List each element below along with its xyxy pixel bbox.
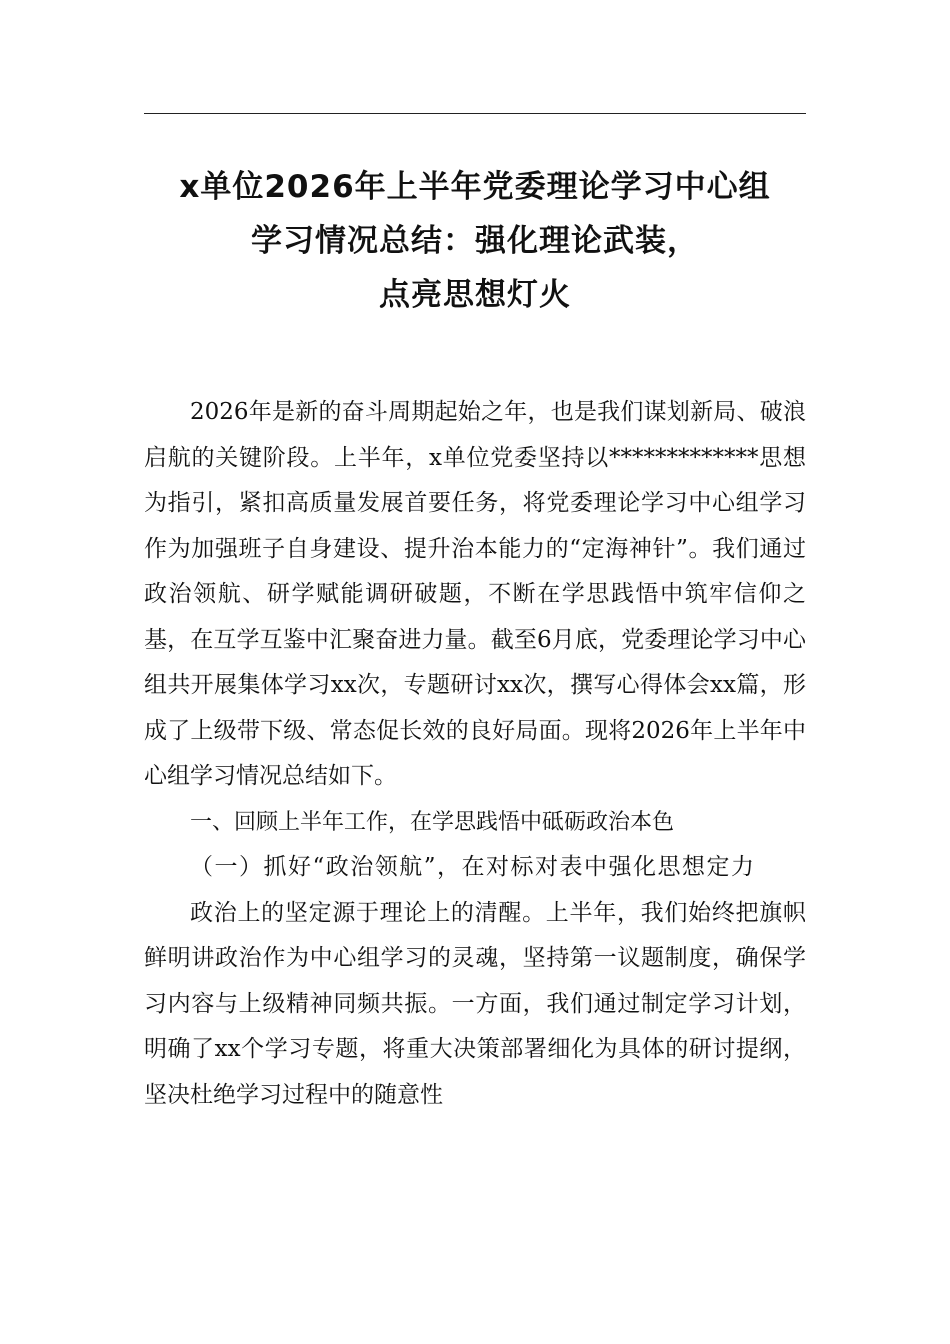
intro-paragraph: 2026年是新的奋斗周期起始之年，也是我们谋划新局、破浪启航的关键阶段。上半年，x单位党委坚持以*************思想为指引，紧扣高质量发展首要任务，将党委理论学习中心组学习作为加强班子自身建设、提升治本能力的“定海神针”。我们通过政治领航、研学赋能调研破题，不断在学思践悟中筑牢信仰之基，在互学互鉴中汇聚奋进力量。截至6月底，党委理论学习中心组共开展集体学习xx次，专题研讨xx次，撰写心得体会xx篇，形成了上级带下级、常态促长效的良好局面。现将2026年上半年中心组学习情况总结如下。	[144, 399, 806, 789]
header-rule	[144, 113, 806, 114]
document-title	[120, 160, 830, 322]
document-body	[144, 390, 806, 1118]
title-line-1: x单位2026年上半年党委理论学习中心组	[179, 169, 771, 205]
title-line-3: 点亮思想灯火	[379, 277, 571, 313]
subsection-heading-1: （一）抓好“政治领航”，在对标对表中强化思想定力	[190, 854, 756, 880]
subsection-paragraph-1: 政治上的坚定源于理论上的清醒。上半年，我们始终把旗帜鲜明讲政治作为中心组学习的灵魂，坚持第一议题制度，确保学习内容与上级精神同频共振。一方面，我们通过制定学习计划，明确了xx个学习专题，将重大决策部署细化为具体的研讨提纲，坚决杜绝学习过程中的随意性	[144, 899, 806, 1108]
title-line-2: 学习情况总结：强化理论武装，	[251, 223, 699, 259]
section-heading-1: 一、回顾上半年工作，在学思践悟中砥砺政治本色	[190, 809, 675, 835]
